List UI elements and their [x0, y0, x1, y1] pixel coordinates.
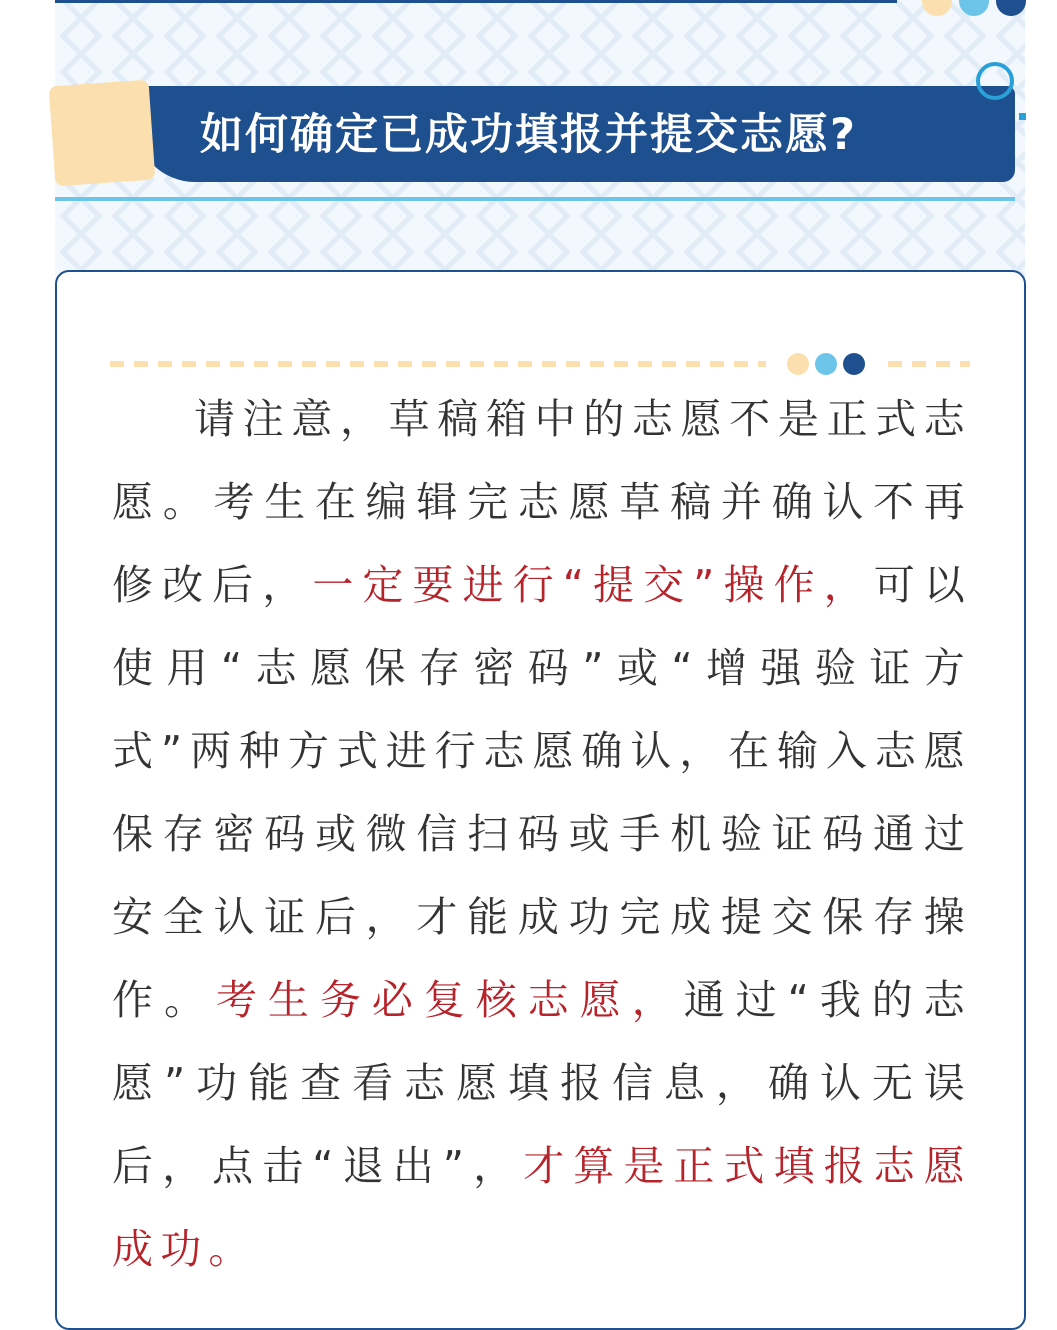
ring-decoration: [976, 62, 1014, 100]
emphasis-text: 考生务必复核志愿，: [215, 976, 684, 1024]
emphasis-text: 一定要进行“提交”操作，: [312, 561, 874, 609]
ring-tick-decoration: [1019, 113, 1026, 120]
paragraph-text: 请注意，草稿箱中的志愿不是正式志愿。考生在编辑完志愿草稿并确认不再修改后，: [112, 395, 972, 609]
peach-dot-divider: [787, 353, 809, 375]
dashed-divider-left: [110, 361, 766, 367]
navy-dot-divider: [843, 353, 865, 375]
paragraph-text: 可以使用“志愿保存密码”或“增强验证方式”两种方式进行志愿确认，在输入志愿保存密码或微信扫码或手机验证码通过安全认证后，才能成功完成提交保存操作。: [112, 561, 972, 1024]
emphasis-text: 才算是正式填报志愿成功。: [112, 1142, 973, 1273]
top-divider: [55, 0, 897, 3]
paragraph-text: 通过“我的志愿”功能查看志愿填报信息，确认无误后，点击“退出”，: [112, 976, 972, 1190]
body-paragraph: [112, 378, 972, 1291]
section-title: 如何确定已成功填报并提交志愿?: [200, 110, 857, 160]
title-underline: [55, 197, 1015, 201]
cyan-dot-divider: [815, 353, 837, 375]
dashed-divider-right: [888, 361, 970, 367]
title-accent-block: [49, 80, 156, 187]
